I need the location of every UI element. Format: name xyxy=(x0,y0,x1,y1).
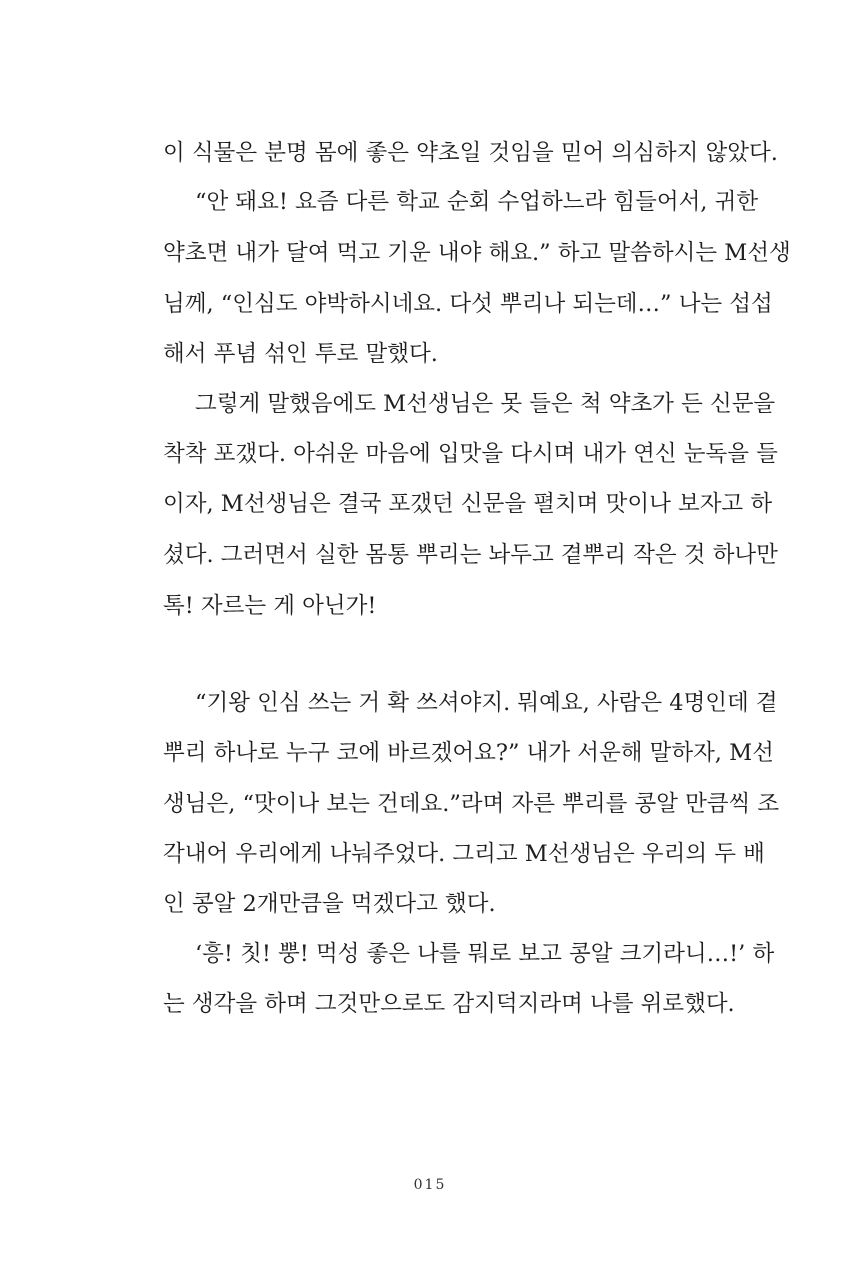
text-line: 인 콩알 2개만큼을 먹겠다고 했다. xyxy=(163,891,496,917)
text-line: 뿌리 하나로 누구 코에 바르겠어요?” 내가 서운해 말하자, M선 xyxy=(163,740,774,766)
text-line: 이 식물은 분명 몸에 좋은 약초일 것임을 믿어 의심하지 않았다. xyxy=(163,140,778,166)
text-line: 각내어 우리에게 나눠주었다. 그리고 M선생님은 우리의 두 배 xyxy=(163,841,765,867)
text-line: 이자, M선생님은 결국 포갰던 신문을 펼치며 맛이나 보자고 하 xyxy=(163,491,773,517)
text-line: 그렇게 말했음에도 M선생님은 못 들은 척 약초가 든 신문을 xyxy=(195,391,776,417)
text-line: 는 생각을 하며 그것만으로도 감지덕지라며 나를 위로했다. xyxy=(163,991,735,1017)
text-line: 톡! 자르는 게 아닌가! xyxy=(163,593,377,619)
text-line: ‘흥! 칫! 뿡! 먹성 좋은 나를 뭐로 보고 콩알 크기라니…!’ 하 xyxy=(195,941,775,967)
text-line: “안 돼요! 요즘 다른 학교 순회 수업하느라 힘들어서, 귀한 xyxy=(195,189,759,215)
text-line: 님께, “인심도 야박하시네요. 다섯 뿌리나 되는데…” 나는 섭섭 xyxy=(163,291,773,317)
text-line: “기왕 인심 쓰는 거 확 쓰셔야지. 뭐예요, 사람은 4명인데 곁 xyxy=(195,690,778,716)
text-line: 약초면 내가 달여 먹고 기운 내야 해요.” 하고 말씀하시는 M선생 xyxy=(163,240,791,266)
text-line: 착착 포갰다. 아쉬운 마음에 입맛을 다시며 내가 연신 눈독을 들 xyxy=(163,441,778,467)
page-number: 015 xyxy=(413,1177,447,1193)
text-line: 해서 푸념 섞인 투로 말했다. xyxy=(163,341,438,367)
text-line: 생님은, “맛이나 보는 건데요.”라며 자른 뿌리를 콩알 만큼씩 조 xyxy=(163,791,780,817)
text-line: 셨다. 그러면서 실한 몸통 뿌리는 놔두고 곁뿌리 작은 것 하나만 xyxy=(163,542,778,568)
